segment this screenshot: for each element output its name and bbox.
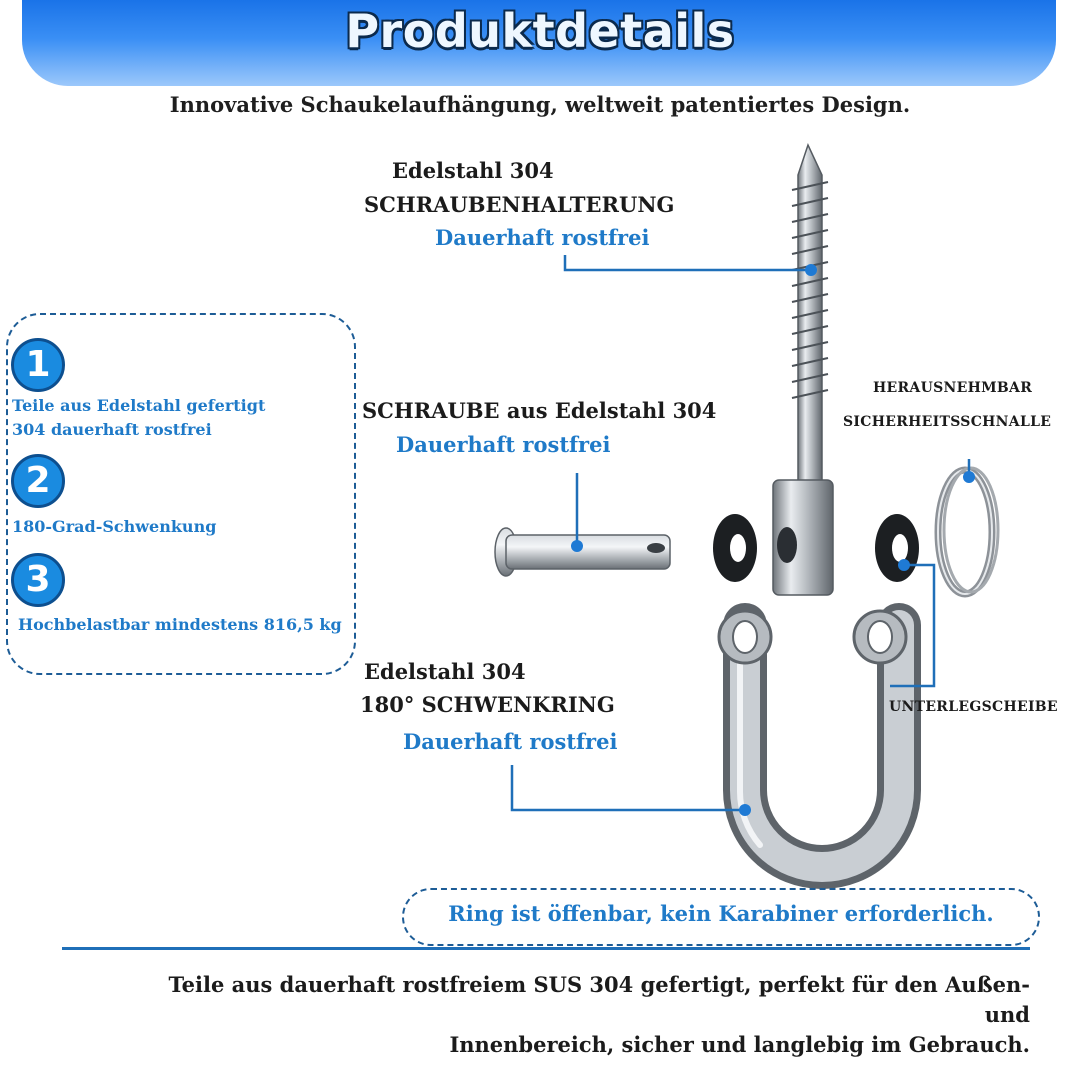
safety-buckle-line2: SICHERHEITSSCHNALLE	[843, 414, 1052, 430]
feature-number-2: 2	[11, 454, 65, 508]
feature-3-line1: Hochbelastbar mindestens 816,5 kg	[18, 615, 342, 634]
safety-buckle-line1: HERAUSNEHMBAR	[873, 380, 1033, 396]
screw-holder-name: SCHRAUBENHALTERUNG	[364, 192, 675, 217]
feature-number-3: 3	[11, 553, 65, 607]
connector-screw-holder	[565, 255, 811, 270]
swivel-ring-material: Edelstahl 304	[364, 659, 526, 684]
washer-label: UNTERLEGSCHEIBE	[889, 699, 1058, 715]
bolt-name: SCHRAUBE aus Edelstahl 304	[362, 398, 717, 423]
screw-holder-tag: Dauerhaft rostfrei	[435, 225, 650, 250]
swivel-ring-tag: Dauerhaft rostfrei	[403, 729, 618, 754]
swivel-ring-name: 180° SCHWENKRING	[360, 692, 615, 717]
callout-text: Ring ist öffenbar, kein Karabiner erforderlich.	[448, 901, 994, 926]
feature-1-line1: Teile aus Edelstahl gefertigt	[12, 396, 266, 415]
screw-holder-material: Edelstahl 304	[392, 158, 554, 183]
connector-swivel-ring	[512, 765, 745, 810]
feature-2-line1: 180-Grad-Schwenkung	[12, 517, 217, 536]
footer-line1: Teile aus dauerhaft rostfreiem SUS 304 gefertigt, perfekt für den Außen- und	[168, 972, 1030, 1027]
feature-1-line2: 304 dauerhaft rostfrei	[12, 420, 212, 439]
feature-number-1: 1	[11, 338, 65, 392]
footer-text	[130, 970, 1030, 1060]
page-title: Produktdetails	[345, 4, 735, 58]
divider	[62, 947, 1030, 950]
bolt-image	[495, 528, 670, 576]
bolt-tag: Dauerhaft rostfrei	[396, 432, 611, 457]
subtitle: Innovative Schaukelaufhängung, weltweit patentiertes Design.	[169, 92, 911, 117]
screw-holder-image	[773, 145, 833, 595]
safety-ring-image	[938, 468, 998, 594]
footer-line2: Innenbereich, sicher und langlebig im Gebrauch.	[449, 1032, 1030, 1057]
swivel-ring-image	[719, 611, 906, 867]
